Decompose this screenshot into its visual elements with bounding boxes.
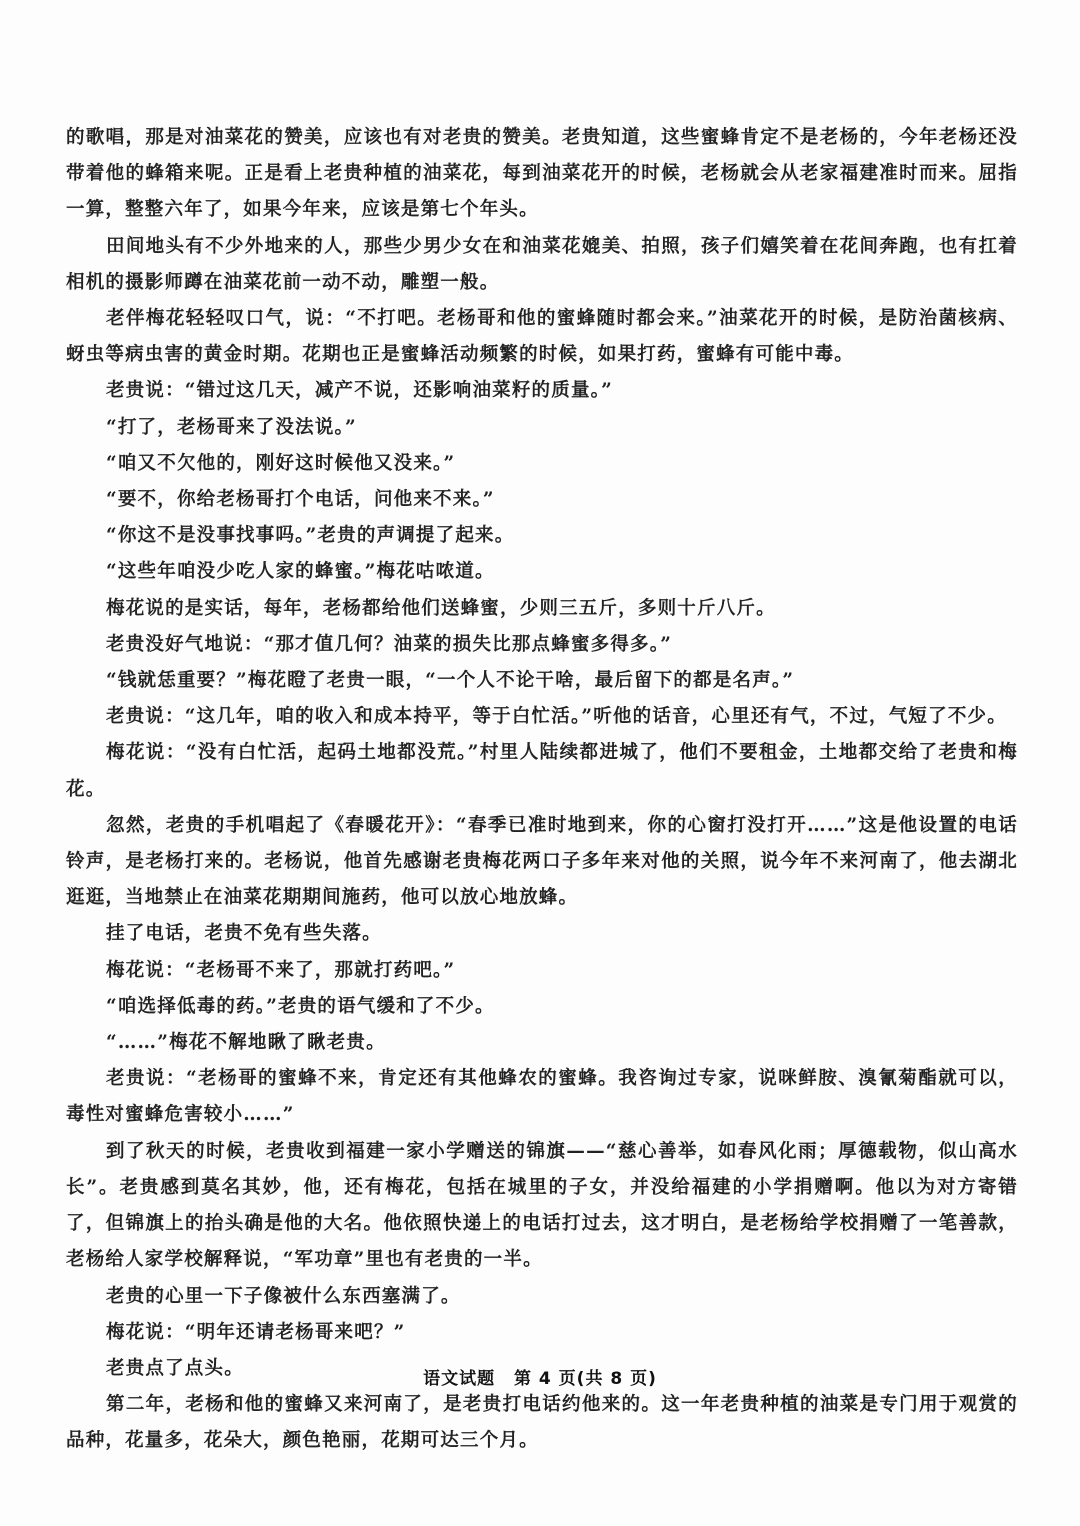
paragraph: 老贵说：“错过这几天，减产不说，还影响油菜籽的质量。” [106, 380, 613, 402]
paragraph: 老伴梅花轻轻叹口气，说：“不打吧。老杨哥和他的蜜蜂随时都会来。”油菜花开的时候，是防治菌核病、蚜虫等病虫害的黄金时期。花期也正是蜜蜂活动频繁的时候，如果打药，蜜蜂有可能中毒。 [66, 308, 1018, 366]
story-text [66, 120, 1018, 1460]
paragraph: 老贵说：“这几年，咱的收入和成本持平，等于白忙活。”听他的话音，心里还有气，不过，气短了不少。 [106, 706, 1007, 728]
paragraph: 老贵的心里一下子像被什么东西塞满了。 [106, 1285, 461, 1307]
paragraph: “要不，你给老杨哥打个电话，问他来不来。” [106, 489, 495, 511]
paragraph: 梅花说的是实话，每年，老杨都给他们送蜂蜜，少则三五斤，多则十斤八斤。 [106, 597, 776, 619]
paragraph: 梅花说：“没有白忙活，起码土地都没荒。”村里人陆续都进城了，他们不要租金，土地都交给了老贵和梅花。 [66, 742, 1018, 800]
paragraph: 第二年，老杨和他的蜜蜂又来河南了，是老贵打电话约他来的。这一年老贵种植的油菜是专门用于观赏的品种，花量多，花朵大，颜色艳丽，花期可达三个月。 [66, 1394, 1018, 1452]
paragraph: “这些年咱没少吃人家的蜂蜜。”梅花咕哝道。 [106, 561, 495, 583]
paragraph: “……”梅花不解地瞅了瞅老贵。 [106, 1032, 386, 1054]
footer-subject: 语文试题 [423, 1369, 496, 1389]
paragraph: 的歌唱，那是对油菜花的赞美，应该也有对老贵的赞美。老贵知道，这些蜜蜂肯定不是老杨的，今年老杨还没带着他的蜂箱来呢。正是看上老贵种植的油菜花，每到油菜花开的时候，老杨就会从老家福建准时而来。屈指一算，整整六年了，如果今年来，应该是第七个年头。 [66, 127, 1018, 221]
paragraph: 梅花说：“明年还请老杨哥来吧？” [106, 1321, 406, 1343]
paragraph: 田间地头有不少外地来的人，那些少男少女在和油菜花媲美、拍照，孩子们嬉笑着在花间奔跑，也有扛着相机的摄影师蹲在油菜花前一动不动，雕塑一般。 [66, 235, 1018, 293]
paragraph: 梅花说：“老杨哥不来了，那就打药吧。” [106, 959, 456, 981]
paragraph: “钱就恁重要？”梅花瞪了老贵一眼，“一个人不论干啥，最后留下的都是名声。” [106, 670, 795, 692]
paragraph: 老贵说：“老杨哥的蜜蜂不来，肯定还有其他蜂农的蜜蜂。我咨询过专家，说咪鲜胺、溴氰菊酯就可以，毒性对蜜蜂危害较小……” [66, 1068, 1018, 1126]
footer-page-number: 第 4 页(共 8 页) [514, 1369, 657, 1389]
page-footer [0, 1364, 1080, 1389]
paragraph: “你这不是没事找事吗。”老贵的声调提了起来。 [106, 525, 515, 547]
paragraph: “咱选择低毒的药。”老贵的语气缓和了不少。 [106, 995, 495, 1017]
paragraph: 忽然，老贵的手机唱起了《春暖花开》：“春季已准时地到来，你的心窗打没打开……”这是他设置的电话铃声，是老杨打来的。老杨说，他首先感谢老贵梅花两口子多年来对他的关照，说今年不来河南了，他去湖北逛逛，当地禁止在油菜花期期间施药，他可以放心地放蜂。 [66, 814, 1018, 909]
paragraph: 老贵没好气地说：“那才值几何？油菜的损失比那点蜂蜜多得多。” [106, 633, 673, 655]
paragraph: “打了，老杨哥来了没法说。” [106, 416, 357, 438]
paragraph: 到了秋天的时候，老贵收到福建一家小学赠送的锦旗——“慈心善举，如春风化雨；厚德载物，似山高水长”。老贵感到莫名其妙，他，还有梅花，包括在城里的子女，并没给福建的小学捐赠啊。他以为对方寄错了，但锦旗上的抬头确是他的大名。他依照快递上的电话打过去，这才明白，是老杨给学校捐赠了一笔善款，老杨给人家学校解释说，“军功章”里也有老贵的一半。 [66, 1140, 1018, 1271]
paragraph: 挂了电话，老贵不免有些失落。 [106, 923, 382, 945]
paragraph: “咱又不欠他的，刚好这时候他又没来。” [106, 452, 456, 474]
paragraph: 老贵点了点头。 [106, 1357, 244, 1379]
